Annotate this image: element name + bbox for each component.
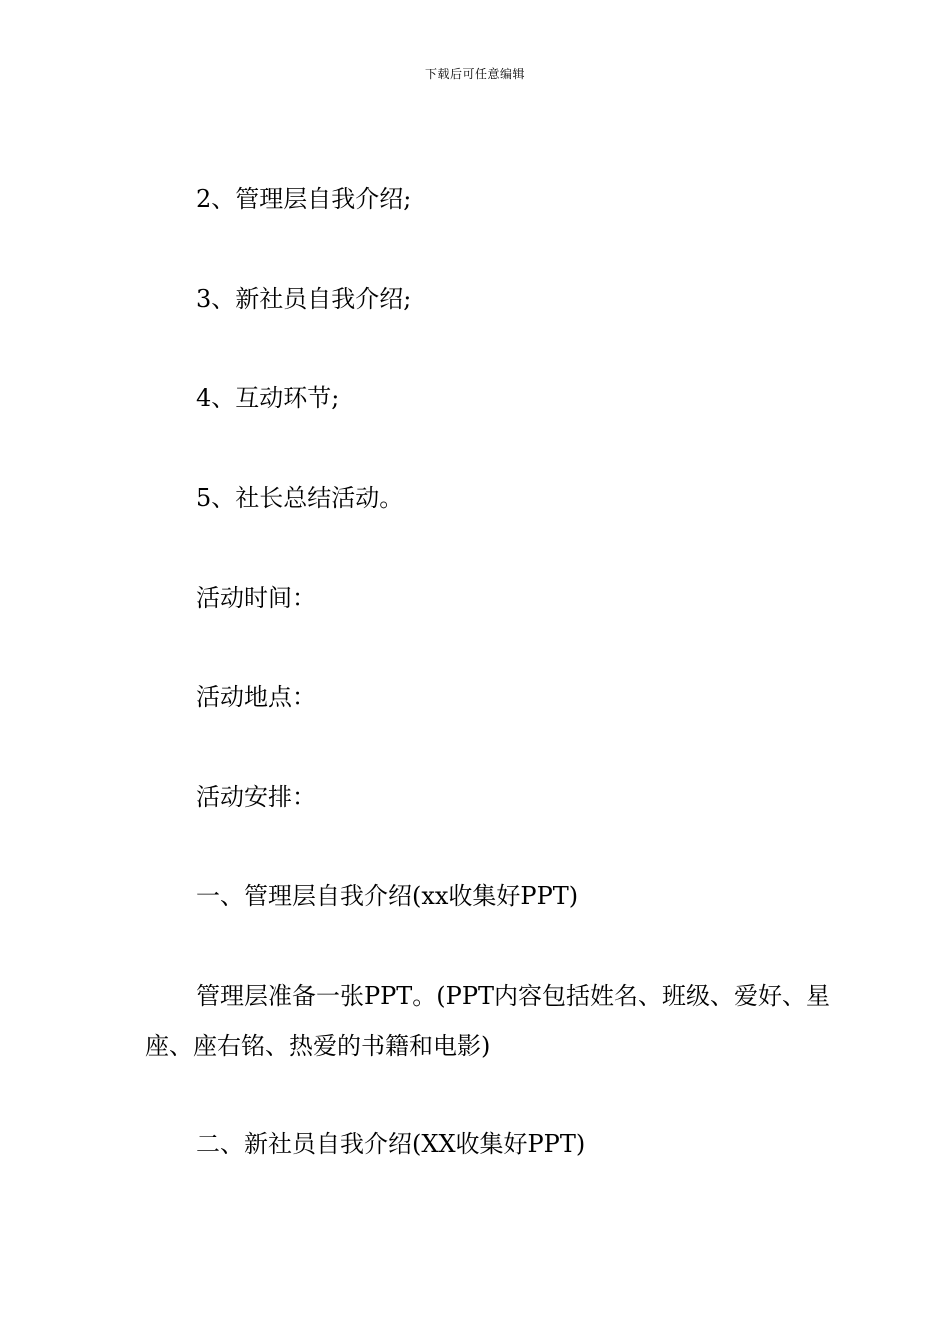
- list-item-3: 3、新社员自我介绍;: [196, 285, 412, 313]
- activity-location-label: 活动地点：: [196, 683, 316, 711]
- activity-time-label: 活动时间：: [196, 584, 316, 612]
- section-heading-one: 一、管理层自我介绍(xx收集好PPT): [196, 882, 579, 910]
- management-ppt-paragraph: 管理层准备一张PPT。(PPT内容包括姓名、班级、爱好、星座、座右铭、热爱的书籍和电影): [145, 982, 830, 1060]
- list-item-2: 2、管理层自我介绍;: [196, 185, 412, 213]
- list-item-4: 4、互动环节;: [196, 384, 340, 412]
- header-note: 下载后可任意编辑: [424, 67, 525, 81]
- list-item-5: 5、社长总结活动。: [196, 484, 404, 512]
- section-heading-two: 二、新社员自我介绍(XX收集好PPT): [196, 1130, 586, 1158]
- activity-arrangement-label: 活动安排：: [196, 783, 316, 811]
